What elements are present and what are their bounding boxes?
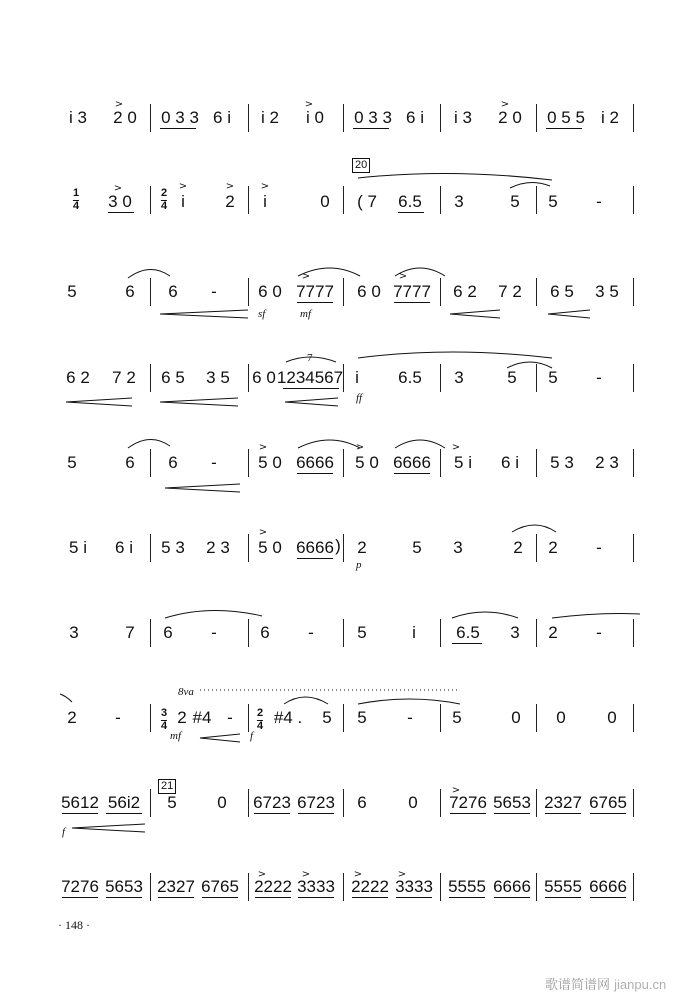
note-group: 7 2 (112, 368, 136, 387)
note-group: 6666 (493, 877, 531, 896)
note-group: - (596, 368, 602, 387)
accent-mark: > (178, 181, 188, 192)
note-group: 5 (412, 538, 422, 557)
note-group: 5 i (69, 538, 87, 557)
note-group: - (308, 623, 314, 642)
note-group: 6 (163, 623, 173, 642)
note-group: 2327 (544, 793, 582, 812)
note-group: 2222 (254, 877, 292, 896)
note-group: 6 2 (453, 282, 477, 301)
slur (507, 362, 552, 368)
note-group: i 2 (601, 108, 619, 127)
note-group: ( 7 (357, 192, 377, 211)
note-group: 6 0 (252, 368, 276, 387)
note-group: - (115, 708, 121, 727)
hairpin (548, 310, 590, 318)
rehearsal-mark: 20 (352, 158, 370, 173)
note-group: 6.5 (398, 192, 422, 211)
dynamic-mark: ff (356, 392, 363, 404)
note-group: 5653 (105, 877, 143, 896)
note-group: 0 (408, 793, 418, 812)
note-group: - (596, 192, 602, 211)
dynamic-mark: f (250, 730, 254, 742)
note-group: 3 (69, 623, 79, 642)
dynamic-mark: f (62, 826, 66, 838)
note-group: 5612 (61, 793, 99, 812)
note-group: 7777 (393, 282, 431, 301)
dynamic-mark: p (356, 559, 362, 571)
note-group: 5 (322, 708, 332, 727)
time-signature: 2 4 (256, 707, 264, 732)
note-group: 3 5 (206, 368, 230, 387)
slur (128, 439, 170, 448)
note-group: 6.5 (398, 368, 422, 387)
note-group: i (263, 192, 267, 211)
slur (358, 352, 552, 358)
note-group: 3 (454, 368, 464, 387)
note-group: 2 (357, 538, 367, 557)
note-group: 2 0 (113, 108, 137, 127)
dynamic-mark: sf (258, 308, 266, 320)
note-group: 56i2 (107, 793, 141, 812)
note-group: 6765 (201, 877, 239, 896)
time-signature: 2 4 (160, 187, 168, 212)
accent-mark: > (257, 869, 267, 880)
note-group: - (211, 623, 217, 642)
note-group: 6 (260, 623, 270, 642)
note-group: 7 2 (498, 282, 522, 301)
accent-mark: > (301, 271, 311, 282)
note-group: - (211, 282, 217, 301)
note-group: 7777 (296, 282, 334, 301)
note-group: 6 0 (258, 282, 282, 301)
time-signature: 1 4 (72, 187, 80, 212)
note-group: 6 (168, 282, 178, 301)
note-group: 7276 (61, 877, 99, 896)
accent-mark: > (258, 442, 268, 453)
note-group: #4 . (273, 708, 303, 727)
hairpin (200, 734, 240, 742)
note-group: 6 i (115, 538, 133, 557)
note-group: 5 (357, 708, 367, 727)
hairpin (66, 398, 132, 406)
note-group: - (407, 708, 413, 727)
hairpin (160, 398, 238, 406)
note-group: i 3 (454, 108, 472, 127)
note-group: 6 i (213, 108, 231, 127)
octave-mark: 8va (178, 686, 194, 698)
accent-mark: > (353, 869, 363, 880)
accent-mark: > (225, 181, 235, 192)
note-group: - (596, 623, 602, 642)
tuplet-number: 7 (307, 352, 313, 364)
watermark-url: jianpu.cn (614, 977, 667, 992)
note-group: 6 i (406, 108, 424, 127)
note-group: i (181, 192, 185, 211)
note-group: 5 (548, 368, 558, 387)
note-group: 6 5 (161, 368, 185, 387)
note-group: 5 3 (550, 453, 574, 472)
slur (358, 173, 552, 180)
note-group: 6 2 (66, 368, 90, 387)
hairpin (165, 484, 240, 492)
note-group: 5 (67, 453, 77, 472)
slur (395, 268, 445, 276)
note-group: 3 (510, 623, 520, 642)
rehearsal-mark: 21 (158, 779, 176, 794)
note-group: 6 5 (550, 282, 574, 301)
note-group: 6 i (501, 453, 519, 472)
accent-mark: > (304, 99, 314, 110)
note-group: 5 0 (355, 453, 379, 472)
note-group: 5 3 (161, 538, 185, 557)
time-signature: 3 4 (160, 707, 168, 732)
note-group: 2 0 (498, 108, 522, 127)
note-group: 2 (225, 192, 235, 211)
note-group: i 0 (306, 108, 324, 127)
note-group: 3 0 (108, 192, 132, 211)
note-group: 7 (125, 623, 135, 642)
note-group: 2 (177, 708, 187, 727)
note-group: 2 (548, 538, 558, 557)
note-group: 1234567 (276, 368, 344, 387)
accent-mark: > (258, 527, 268, 538)
slur (60, 694, 72, 702)
note-group: 5 (452, 708, 462, 727)
note-group: 5 (167, 793, 177, 812)
accent-mark: > (451, 442, 461, 453)
hairpin (285, 398, 338, 406)
note-group: 6723 (253, 793, 291, 812)
note-group: 0 (607, 708, 617, 727)
note-group: 5 (357, 623, 367, 642)
note-group: 6 (125, 453, 135, 472)
accent-mark: > (114, 99, 124, 110)
slur (298, 440, 360, 448)
note-group: 6666 (296, 453, 334, 472)
slur (452, 612, 518, 618)
note-group: 5555 (448, 877, 486, 896)
note-group: 0 (217, 793, 227, 812)
watermark-cn: 歌谱简谱网 (545, 978, 611, 993)
note-group: - (227, 708, 233, 727)
note-group: 6.5 (456, 623, 480, 642)
note-group: 5 (510, 192, 520, 211)
note-group: 0 (320, 192, 330, 211)
accent-mark: > (355, 442, 365, 453)
accent-mark: > (398, 271, 408, 282)
note-group: 0 5 5 (547, 108, 585, 127)
note-group: 6666 (393, 453, 431, 472)
slur (358, 699, 460, 704)
note-group: - (596, 538, 602, 557)
note-group: i (355, 368, 359, 387)
accent-mark: > (500, 99, 510, 110)
slur (298, 268, 360, 276)
note-group: 0 3 3 (161, 108, 199, 127)
note-group: 0 (511, 708, 521, 727)
note-group: 7276 (449, 793, 487, 812)
hairpin (450, 310, 500, 318)
note-group: 2327 (157, 877, 195, 896)
note-group: i 2 (261, 108, 279, 127)
slur (165, 610, 262, 618)
note-group: 3333 (297, 877, 335, 896)
accent-mark: > (397, 869, 407, 880)
note-group: i 3 (69, 108, 87, 127)
dynamic-mark: mf (170, 730, 181, 742)
slur (284, 697, 328, 704)
note-group: 5 0 (258, 453, 282, 472)
page-number: · 148 · (58, 918, 90, 932)
slur (552, 614, 640, 619)
note-group: ) (335, 536, 341, 555)
note-group: i (412, 623, 416, 642)
accent-mark: > (451, 785, 461, 796)
note-group: 6723 (297, 793, 335, 812)
accent-mark: > (113, 183, 123, 194)
note-group: 2 3 (206, 538, 230, 557)
note-group: 5 0 (258, 538, 282, 557)
note-group: 3 5 (595, 282, 619, 301)
hairpin (72, 824, 145, 832)
note-group: 3 (454, 192, 464, 211)
note-group: 0 3 3 (354, 108, 392, 127)
slur (512, 525, 556, 532)
slur (510, 182, 550, 188)
note-group: 5653 (493, 793, 531, 812)
site-watermark (545, 974, 666, 993)
note-group: 6666 (296, 538, 334, 557)
note-group: 6 (357, 793, 367, 812)
note-group: 5 (507, 368, 517, 387)
note-group: 3333 (395, 877, 433, 896)
slur (395, 440, 445, 448)
dynamic-mark: mf (300, 308, 311, 320)
note-group: 6 (125, 282, 135, 301)
note-group: 6 (168, 453, 178, 472)
note-group: #4 (192, 708, 212, 727)
note-group: 6666 (589, 877, 627, 896)
note-group: 5 (548, 192, 558, 211)
note-group: 3 (453, 538, 463, 557)
note-group: 6765 (589, 793, 627, 812)
note-group: 5 (67, 282, 77, 301)
slur (128, 269, 170, 278)
slur (286, 357, 336, 362)
note-group: 2 (513, 538, 523, 557)
accent-mark: > (301, 869, 311, 880)
hairpin (160, 310, 248, 318)
note-group: 2 3 (595, 453, 619, 472)
note-group: 2 (548, 623, 558, 642)
note-group: 5555 (544, 877, 582, 896)
note-group: - (211, 453, 217, 472)
accent-mark: > (260, 181, 270, 192)
note-group: 5 i (454, 453, 472, 472)
note-group: 2 (67, 708, 77, 727)
note-group: 6 0 (357, 282, 381, 301)
note-group: 0 (556, 708, 566, 727)
note-group: 2222 (351, 877, 389, 896)
